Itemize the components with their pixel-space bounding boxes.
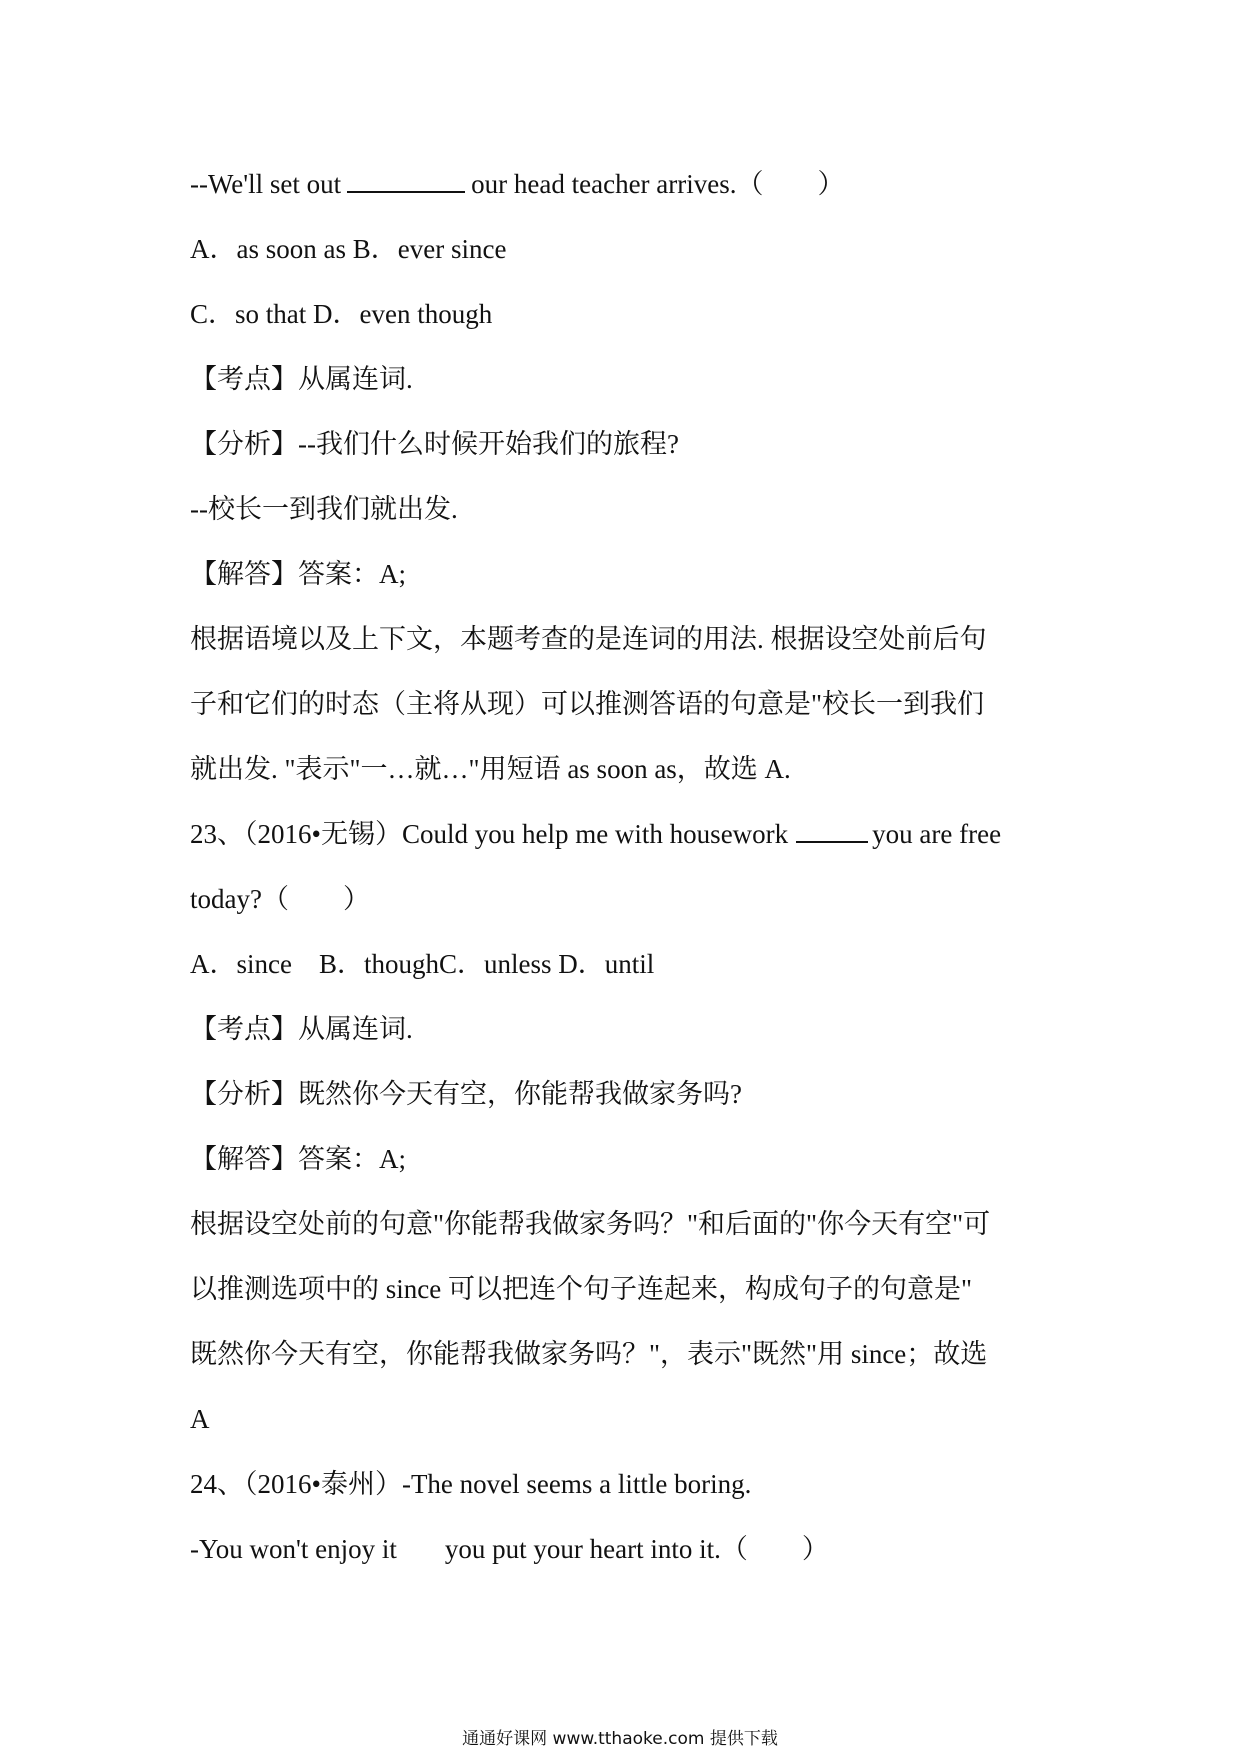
q22-prompt-after: our head teacher arrives.（ ） xyxy=(471,169,845,199)
answer-blank xyxy=(796,819,868,843)
q23-jieda: 【解答】答案：A; xyxy=(190,1144,406,1174)
q23-explanation-line: 根据设空处前的句意"你能帮我做家务吗？"和后面的"你今天有空"可 xyxy=(190,1209,991,1239)
q23-options: A．since B．thoughC．unless D．until xyxy=(190,949,655,979)
q22-prompt xyxy=(190,166,1070,202)
q22-fenxi: 【分析】--我们什么时候开始我们的旅程? xyxy=(190,429,679,459)
q24-prompt: 24、（2016•泰州）-The novel seems a little boring. xyxy=(190,1469,752,1499)
q23-prompt xyxy=(190,816,1070,852)
q24-reply-before: -You won't enjoy it xyxy=(190,1534,397,1564)
q22-explanation-line: 根据语境以及上下文，本题考查的是连词的用法. 根据设空处前后句 xyxy=(190,624,987,654)
q23-prompt-line2: today?（ ） xyxy=(190,884,370,914)
q23-explanation-line: 既然你今天有空，你能帮我做家务吗？"，表示"既然"用 since；故选 xyxy=(190,1339,988,1369)
q22-explanation-line: 就出发. "表示"一…就…"用短语 as soon as，故选 A. xyxy=(190,754,791,784)
q22-jieda: 【解答】答案：A; xyxy=(190,559,406,589)
q23-fenxi: 【分析】既然你今天有空，你能帮我做家务吗? xyxy=(190,1079,742,1109)
page-footer: 通通好课网 www.tthaoke.com 提供下载 xyxy=(462,1729,778,1749)
q23-prompt-before: 23、（2016•无锡）Could you help me with housework xyxy=(190,819,789,849)
answer-blank xyxy=(347,169,465,193)
q23-kaodian: 【考点】从属连词. xyxy=(190,1014,413,1044)
q22-options-row1: A．as soon as B．ever since xyxy=(190,234,507,264)
q22-kaodian: 【考点】从属连词. xyxy=(190,364,413,394)
q22-fenxi-line2: --校长一到我们就出发. xyxy=(190,494,458,524)
q23-explanation-line: 以推测选项中的 since 可以把连个句子连起来，构成句子的句意是" xyxy=(190,1274,972,1304)
q23-explanation-line: A xyxy=(190,1404,210,1434)
q22-options-row2: C．so that D．even though xyxy=(190,299,493,329)
q22-explanation-line: 子和它们的时态（主将从现）可以推测答语的句意是"校长一到我们 xyxy=(190,689,985,719)
q24-reply xyxy=(190,1531,1070,1567)
q23-prompt-after: you are free xyxy=(872,819,1002,849)
q22-prompt-before: --We'll set out xyxy=(190,169,342,199)
q24-reply-after: you put your heart into it.（ ） xyxy=(444,1534,829,1564)
